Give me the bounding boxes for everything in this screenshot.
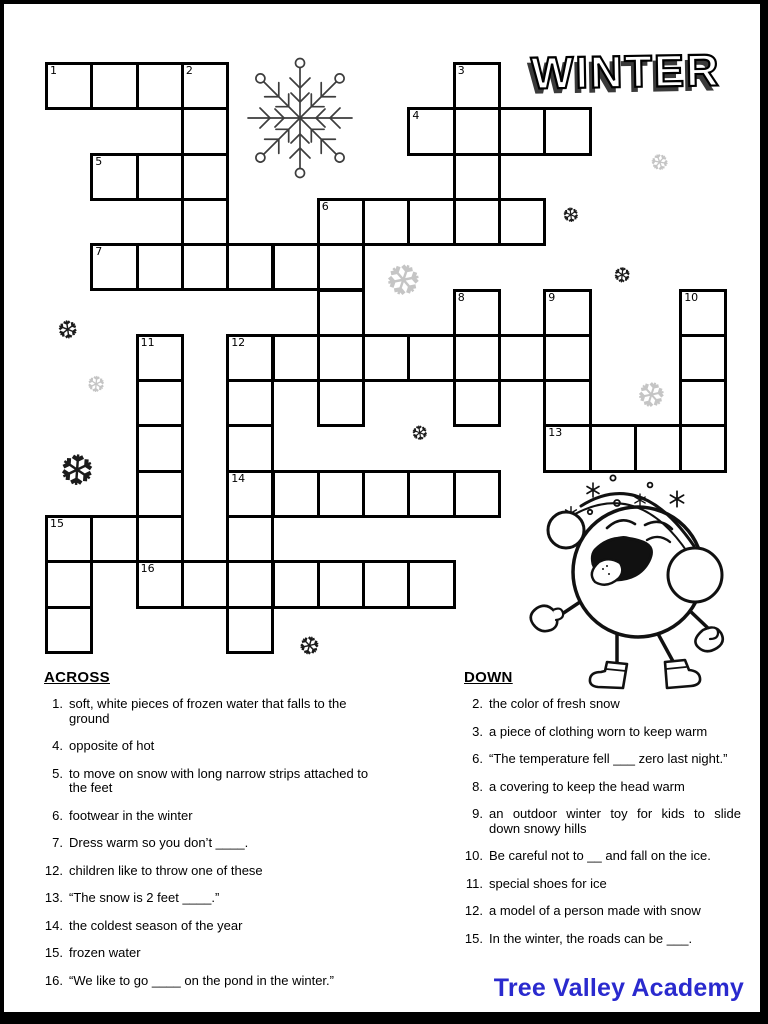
grid-cell[interactable] bbox=[317, 243, 365, 291]
clue-number: 6. bbox=[472, 751, 483, 766]
clue-text: an outdoor winter toy for kids to slide down snowy hills bbox=[489, 806, 741, 836]
clue-number: 4. bbox=[52, 738, 63, 753]
across-clue-6 bbox=[42, 809, 387, 824]
clue-text: frozen water bbox=[69, 945, 141, 960]
grid-cell[interactable] bbox=[272, 470, 320, 518]
snowman-illustration bbox=[495, 462, 745, 697]
across-clue-14 bbox=[42, 919, 387, 934]
cell-number: 12 bbox=[231, 335, 246, 349]
clue-text: children like to throw one of these bbox=[69, 862, 263, 878]
grid-cell[interactable] bbox=[362, 198, 410, 246]
grid-cell[interactable] bbox=[272, 334, 320, 382]
grid-cell[interactable] bbox=[498, 107, 546, 155]
down-clue-8 bbox=[462, 780, 744, 795]
across-clue-5 bbox=[42, 767, 387, 796]
clue-number: 12. bbox=[464, 903, 483, 918]
cell-number: 5 bbox=[95, 154, 103, 168]
grid-cell[interactable] bbox=[181, 560, 229, 608]
clue-number: 12. bbox=[44, 862, 63, 878]
grid-cell-7[interactable] bbox=[90, 243, 138, 291]
snowflake-icon: ❆ bbox=[409, 421, 431, 447]
grid-cell[interactable] bbox=[543, 334, 591, 382]
grid-cell-10[interactable] bbox=[679, 289, 727, 337]
cell-number: 15 bbox=[50, 517, 64, 530]
grid-cell[interactable] bbox=[226, 243, 274, 291]
down-clue-11 bbox=[462, 877, 744, 892]
cell-number: 1 bbox=[50, 64, 57, 77]
grid-cell[interactable] bbox=[226, 515, 274, 563]
down-clue-15 bbox=[462, 932, 744, 947]
clue-number: 7. bbox=[52, 835, 63, 850]
across-heading: ACROSS bbox=[44, 669, 110, 686]
grid-cell[interactable] bbox=[317, 334, 365, 382]
clue-number: 11. bbox=[465, 875, 483, 891]
grid-cell-9[interactable] bbox=[543, 289, 591, 337]
grid-cell-6[interactable] bbox=[317, 198, 365, 246]
cell-number: 14 bbox=[231, 471, 246, 485]
cell-number: 2 bbox=[185, 64, 193, 77]
clue-text: In the winter, the roads can be ___. bbox=[489, 930, 693, 946]
grid-cell-14[interactable] bbox=[226, 470, 274, 518]
clue-number: 10. bbox=[464, 848, 483, 863]
clue-number: 14. bbox=[44, 917, 63, 933]
grid-cell[interactable] bbox=[407, 198, 455, 246]
down-clue-3 bbox=[462, 725, 744, 740]
grid-cell[interactable] bbox=[407, 560, 455, 608]
grid-cell[interactable] bbox=[679, 334, 727, 382]
across-clue-4 bbox=[42, 739, 387, 754]
cell-number: 11 bbox=[140, 335, 155, 349]
grid-cell[interactable] bbox=[136, 153, 184, 201]
grid-cell[interactable] bbox=[181, 243, 229, 291]
grid-cell-1[interactable] bbox=[45, 62, 93, 110]
snowflake-icon: ❆ bbox=[295, 630, 324, 663]
cell-number: 3 bbox=[457, 64, 465, 77]
snowflake-icon: ❆ bbox=[561, 204, 581, 228]
cell-number: 6 bbox=[321, 199, 329, 213]
clue-text: a model of a person made with snow bbox=[489, 903, 701, 918]
grid-cell[interactable] bbox=[136, 470, 184, 518]
clue-number: 6. bbox=[52, 807, 63, 823]
grid-cell[interactable] bbox=[317, 560, 365, 608]
clue-number: 8. bbox=[472, 778, 483, 794]
clue-text: opposite of hot bbox=[69, 738, 155, 753]
grid-cell-15[interactable] bbox=[45, 515, 93, 563]
grid-cell[interactable] bbox=[136, 424, 184, 472]
clue-number: 15. bbox=[464, 930, 483, 946]
grid-cell[interactable] bbox=[498, 198, 546, 246]
grid-cell[interactable] bbox=[136, 379, 184, 427]
down-clue-6 bbox=[462, 752, 744, 767]
grid-cell[interactable] bbox=[90, 62, 138, 110]
across-clue-7 bbox=[42, 836, 387, 851]
cell-number: 13 bbox=[548, 426, 563, 440]
down-clue-10 bbox=[462, 849, 744, 864]
grid-cell[interactable] bbox=[453, 334, 501, 382]
clue-text: footwear in the winter bbox=[69, 807, 193, 823]
grid-cell[interactable] bbox=[181, 153, 229, 201]
grid-cell[interactable] bbox=[136, 515, 184, 563]
grid-cell[interactable] bbox=[226, 424, 274, 472]
grid-cell[interactable] bbox=[498, 334, 546, 382]
grid-cell[interactable] bbox=[453, 470, 501, 518]
across-clue-1 bbox=[42, 697, 387, 726]
grid-cell[interactable] bbox=[136, 62, 184, 110]
grid-cell[interactable] bbox=[453, 379, 501, 427]
snowflake-icon: ❆ bbox=[646, 147, 673, 178]
clue-text: the coldest season of the year bbox=[69, 917, 243, 933]
grid-cell[interactable] bbox=[181, 198, 229, 246]
across-clues-section bbox=[42, 669, 387, 1001]
down-clue-12 bbox=[462, 904, 744, 919]
grid-cell-11[interactable] bbox=[136, 334, 184, 382]
grid-cell[interactable] bbox=[272, 243, 320, 291]
clue-text: soft, white pieces of frozen water that falls to the ground bbox=[69, 696, 347, 726]
grid-cell[interactable] bbox=[679, 379, 727, 427]
clue-text: special shoes for ice bbox=[489, 875, 607, 891]
down-heading: DOWN bbox=[464, 669, 513, 686]
down-clue-2 bbox=[462, 697, 744, 712]
grid-cell[interactable] bbox=[362, 560, 410, 608]
grid-cell[interactable] bbox=[407, 470, 455, 518]
snowflake-icon: ❆ bbox=[631, 373, 671, 419]
across-clue-12 bbox=[42, 864, 387, 879]
grid-cell-5[interactable] bbox=[90, 153, 138, 201]
clue-number: 9. bbox=[472, 806, 483, 821]
cell-number: 10 bbox=[684, 290, 699, 304]
clue-number: 16. bbox=[44, 972, 63, 988]
clue-text: “The temperature fell ___ zero last night.” bbox=[489, 751, 728, 766]
grid-cell[interactable] bbox=[45, 560, 93, 608]
clue-number: 2. bbox=[472, 696, 483, 711]
across-clue-13 bbox=[42, 891, 387, 906]
grid-cell-2[interactable] bbox=[181, 62, 229, 110]
snowflake-icon: ❆ bbox=[378, 252, 428, 309]
clue-number: 15. bbox=[44, 945, 63, 960]
clue-text: a piece of clothing worn to keep warm bbox=[489, 723, 708, 739]
clue-text: Dress warm so you don’t ____. bbox=[69, 835, 249, 850]
clue-text: to move on snow with long narrow strips attached to the feet bbox=[69, 765, 369, 795]
cell-number: 8 bbox=[457, 290, 465, 304]
grid-cell[interactable] bbox=[136, 243, 184, 291]
grid-cell[interactable] bbox=[45, 606, 93, 654]
across-clue-15 bbox=[42, 946, 387, 961]
cell-number: 4 bbox=[412, 109, 420, 123]
grid-cell[interactable] bbox=[272, 560, 320, 608]
down-clue-9 bbox=[462, 807, 744, 836]
across-clue-16 bbox=[42, 974, 387, 989]
down-clue-list bbox=[462, 697, 744, 946]
grid-cell[interactable] bbox=[317, 289, 365, 337]
grid-cell[interactable] bbox=[181, 107, 229, 155]
grid-cell[interactable] bbox=[362, 334, 410, 382]
snow-sparkle-icon bbox=[587, 483, 599, 497]
grid-cell-16[interactable] bbox=[136, 560, 184, 608]
grid-cell[interactable] bbox=[226, 560, 274, 608]
grid-cell[interactable] bbox=[226, 606, 274, 654]
clue-text: a covering to keep the head warm bbox=[489, 778, 685, 794]
grid-cell-8[interactable] bbox=[453, 289, 501, 337]
clue-number: 3. bbox=[472, 723, 483, 739]
grid-cell[interactable] bbox=[453, 107, 501, 155]
grid-cell[interactable] bbox=[407, 334, 455, 382]
clue-number: 1. bbox=[52, 696, 63, 711]
grid-cell[interactable] bbox=[226, 379, 274, 427]
clue-text: the color of fresh snow bbox=[489, 696, 620, 711]
grid-cell-12[interactable] bbox=[226, 334, 274, 382]
down-clues-section bbox=[462, 669, 744, 959]
snowflake-icon: ❆ bbox=[55, 315, 81, 346]
page-title: WINTER bbox=[530, 44, 721, 99]
cell-number: 7 bbox=[95, 245, 103, 259]
grid-cell[interactable] bbox=[453, 153, 501, 201]
clue-text: “The snow is 2 feet ____.” bbox=[69, 890, 220, 905]
clue-number: 5. bbox=[52, 765, 63, 781]
grid-cell[interactable] bbox=[317, 470, 365, 518]
cell-number: 16 bbox=[140, 562, 155, 576]
grid-cell[interactable] bbox=[543, 379, 591, 427]
grid-cell[interactable] bbox=[362, 470, 410, 518]
grid-cell[interactable] bbox=[317, 379, 365, 427]
cell-number: 9 bbox=[548, 290, 556, 304]
branding-text: Tree Valley Academy bbox=[493, 974, 744, 1002]
snowflake-icon: ❆ bbox=[612, 263, 632, 289]
clue-text: Be careful not to __ and fall on the ice. bbox=[489, 848, 711, 863]
grid-cell-4[interactable] bbox=[407, 107, 455, 155]
snowflake-icon: ❆ bbox=[57, 445, 97, 496]
grid-cell[interactable] bbox=[90, 515, 138, 563]
across-clue-list bbox=[42, 697, 387, 988]
grid-cell[interactable] bbox=[543, 107, 591, 155]
clue-text: “We like to go ____ on the pond in the winter.” bbox=[69, 972, 334, 988]
snowflake-icon: ❆ bbox=[85, 371, 107, 398]
grid-cell[interactable] bbox=[453, 198, 501, 246]
clue-number: 13. bbox=[44, 890, 63, 905]
grid-cell-3[interactable] bbox=[453, 62, 501, 110]
